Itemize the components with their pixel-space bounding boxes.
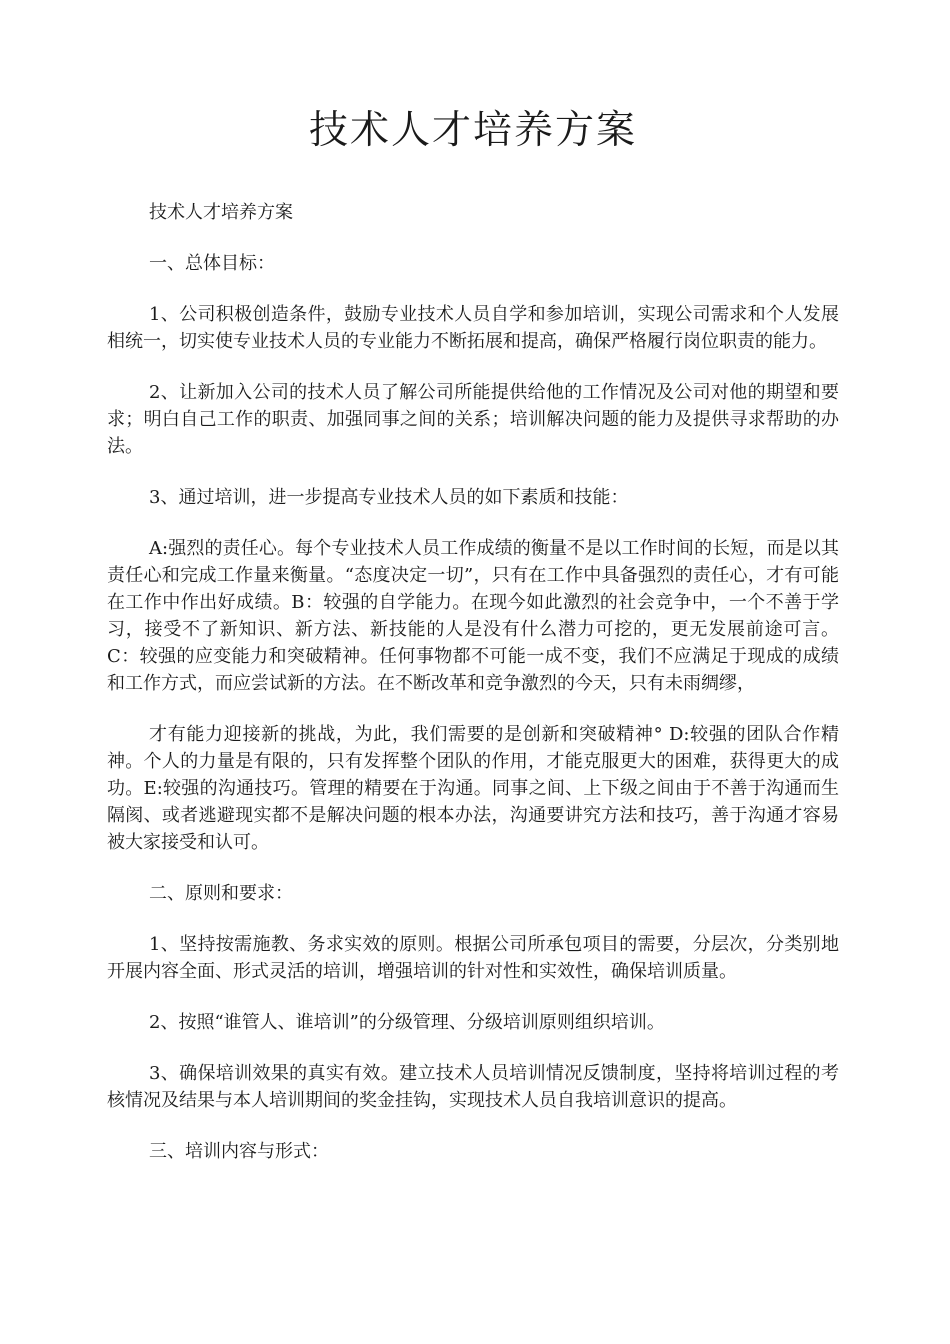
section-heading-goals: 一、总体目标： — [149, 253, 275, 274]
paragraph: 3、通过培训，进一步提高专业技术人员的如下素质和技能： — [149, 487, 629, 508]
document-body — [107, 199, 839, 1165]
section-heading-content: 三、培训内容与形式： — [149, 1141, 329, 1162]
section-heading-principles: 二、原则和要求： — [149, 883, 293, 904]
paragraph: 3、确保培训效果的真实有效。建立技术人员培训情况反馈制度，坚持将培训过程的考核情况及结果与本人培训期间的奖金挂钩，实现技术人员自我培训意识的提高。 — [107, 1063, 839, 1111]
document-title: 技术人才培养方案 — [308, 108, 637, 153]
paragraph: 才有能力迎接新的挑战，为此，我们需要的是创新和突破精神° D:较强的团队合作精神。个人的力量是有限的，只有发挥整个团队的作用，才能克服更大的困难，获得更大的成功。E:较强的沟通技巧。管理的精要在于沟通。同事之间、上下级之间由于不善于沟通而生隔阂、或者逃避现实都不是解决问题的根本办法，沟通要讲究方法和技巧，善于沟通才容易被大家接受和认可。 — [107, 724, 839, 853]
paragraph-subtitle: 技术人才培养方案 — [149, 202, 293, 223]
paragraph: A:强烈的责任心。每个专业技术人员工作成绩的衡量不是以工作时间的长短，而是以其责任心和完成工作量来衡量。“态度决定一切”，只有在工作中具备强烈的责任心，才有可能在工作中作出好成绩。B：较强的自学能力。在现今如此激烈的社会竞争中，一个不善于学习，接受不了新知识、新方法、新技能的人是没有什么潜力可挖的，更无发展前途可言。C：较强的应变能力和突破精神。任何事物都不可能一成不变，我们不应满足于现成的成绩和工作方式，而应尝试新的方法。在不断改革和竞争激烈的今天，只有未雨绸缪， — [107, 538, 839, 694]
document-page — [107, 0, 839, 1189]
paragraph: 2、让新加入公司的技术人员了解公司所能提供给他的工作情况及公司对他的期望和要求；明白自己工作的职责、加强同事之间的关系；培训解决问题的能力及提供寻求帮助的办法。 — [107, 382, 839, 457]
paragraph: 1、公司积极创造条件，鼓励专业技术人员自学和参加培训，实现公司需求和个人发展相统一，切实使专业技术人员的专业能力不断拓展和提高，确保严格履行岗位职责的能力。 — [107, 304, 839, 352]
paragraph: 2、按照“谁管人、谁培训”的分级管理、分级培训原则组织培训。 — [149, 1012, 665, 1033]
paragraph: 1、坚持按需施教、务求实效的原则。根据公司所承包项目的需要，分层次，分类别地开展内容全面、形式灵活的培训，增强培训的针对性和实效性，确保培训质量。 — [107, 934, 839, 982]
